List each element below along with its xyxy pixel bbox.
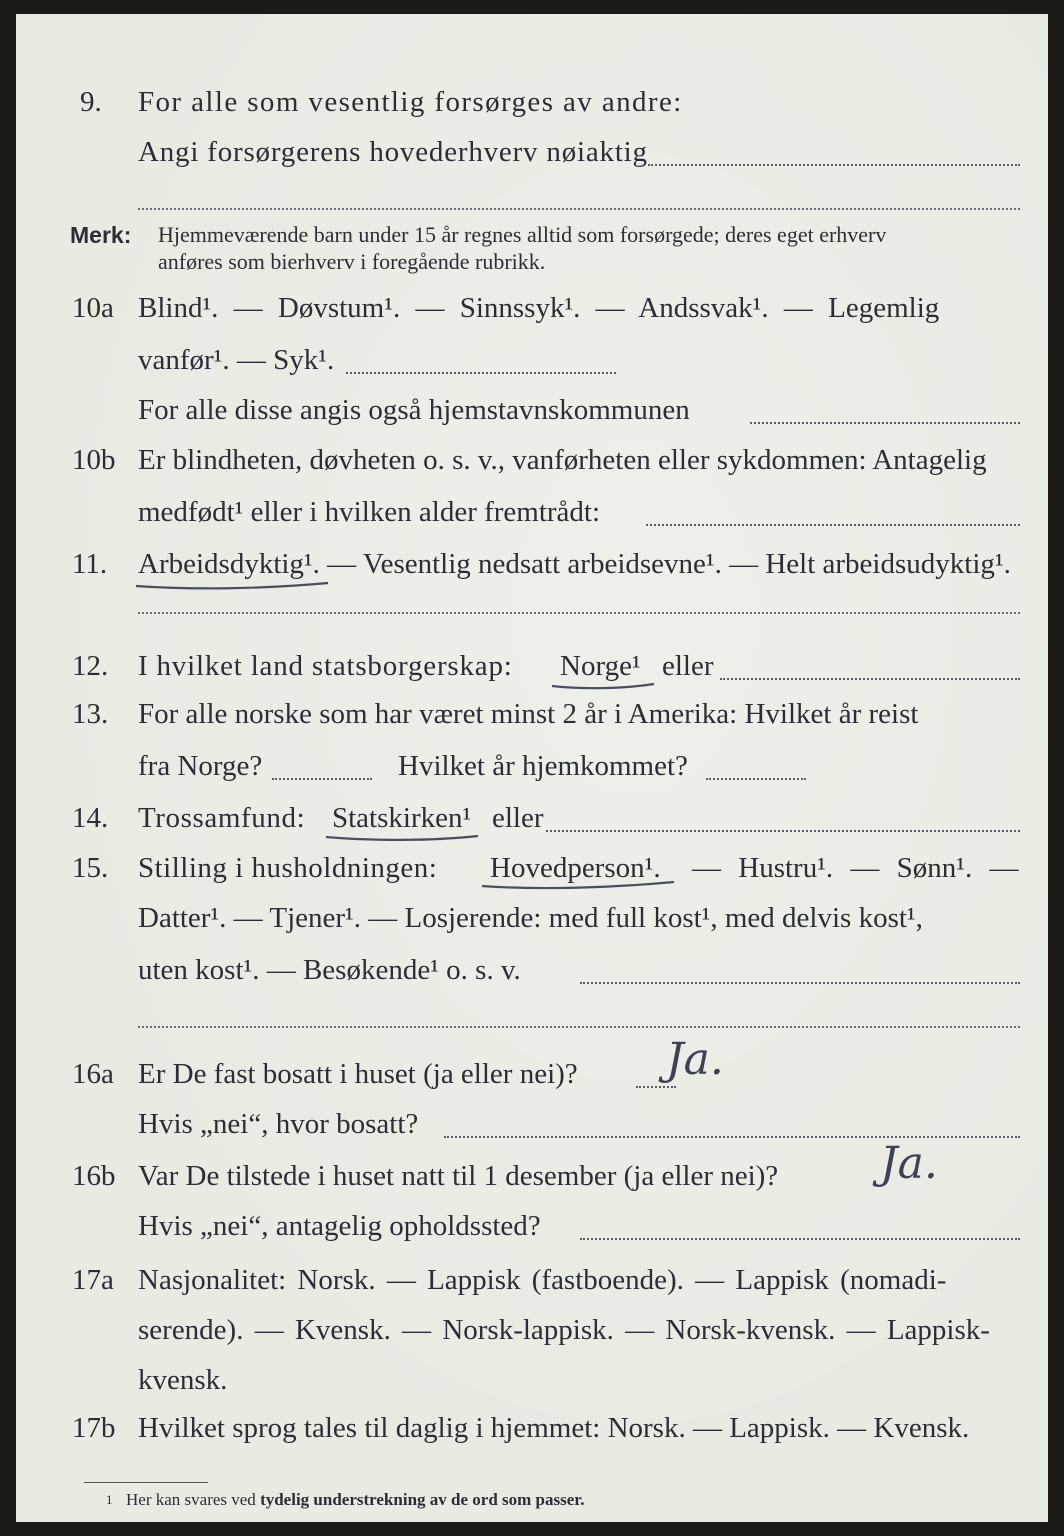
footnote-text-a: Her kan svares ved: [126, 1490, 256, 1509]
q16b-line2: Hvis „nei“, antagelig opholdssted?: [138, 1210, 541, 1242]
q15-line2: Datter¹. — Tjener¹. — Losjerende: med full kost¹, med delvis kost¹,: [138, 902, 923, 934]
q9-answer-field[interactable]: [648, 164, 1020, 166]
q10a-line1: Blind¹. — Døvstum¹. — Sinnssyk¹. — Andssvak¹. — Legemlig: [138, 292, 940, 324]
footnote-text: [126, 1490, 585, 1510]
q11-number: 11.: [72, 548, 108, 580]
q10a-line3: For alle disse angis også hjemstavnskommunen: [138, 394, 690, 426]
q10b-line1: Er blindheten, døvheten o. s. v., vanførheten eller sykdommen: Antagelig: [138, 444, 987, 476]
q15-answer-field-2[interactable]: [138, 1026, 1020, 1028]
q15-option-hovedperson[interactable]: Hovedperson¹.: [490, 852, 661, 884]
q16a-line2: Hvis „nei“, hvor bosatt?: [138, 1108, 419, 1140]
q12-answer-field[interactable]: [720, 678, 1020, 680]
q17a-line2: serende). — Kvensk. — Norsk-lappisk. — Norsk-kvensk. — Lappisk-: [138, 1314, 990, 1346]
q12-option-norge[interactable]: Norge¹: [560, 650, 641, 682]
q11-handwritten-underline: [132, 578, 332, 594]
q12-number: 12.: [72, 650, 109, 682]
q10a-answer-field[interactable]: [346, 372, 616, 374]
q16b-location-field[interactable]: [580, 1238, 1020, 1240]
q17a-number: 17a: [72, 1264, 114, 1296]
q17b-number: 17b: [72, 1412, 116, 1444]
merk-line1: Hjemmeværende barn under 15 år regnes alltid som forsørgede; deres eget erhverv: [158, 222, 887, 247]
q11-line1: Arbeidsdyktig¹. — Vesentlig nedsatt arbeidsevne¹. — Helt arbeidsudyktig¹.: [138, 548, 1011, 580]
q14-suffix: eller: [492, 802, 544, 834]
q16b-handwritten-answer: Ja.: [880, 1138, 938, 1189]
q10b-line2: medfødt¹ eller i hvilken alder fremtrådt:: [138, 496, 601, 528]
q10a-hometown-field[interactable]: [750, 422, 1020, 424]
q13-line2b: Hvilket år hjemkommet?: [398, 750, 688, 782]
footnote-mark: 1: [106, 1492, 113, 1507]
q16a-answer-field[interactable]: [636, 1086, 676, 1088]
q9-line1: For alle som vesentlig forsørges av andre:: [138, 86, 683, 118]
merk-line2: anføres som bierhverv i foregående rubrikk.: [158, 249, 546, 274]
q9-line2: Angi forsørgerens hovederhverv nøiaktig: [138, 136, 648, 168]
q15-suffix: — Hustru¹. — Sønn¹. —: [692, 852, 1019, 884]
q13-line1: For alle norske som har været minst 2 år i Amerika: Hvilket år reist: [138, 698, 919, 730]
q15-line3: uten kost¹. — Besøkende¹ o. s. v.: [138, 954, 521, 986]
q12-prefix: I hvilket land statsborgerskap:: [138, 650, 513, 682]
q17a-line1: Nasjonalitet: Norsk. — Lappisk (fastboende). — Lappisk (nomadi-: [138, 1264, 947, 1296]
q16a-number: 16a: [72, 1058, 114, 1090]
q10a-line2: vanfør¹. — Syk¹.: [138, 344, 335, 376]
q15-prefix: Stilling i husholdningen:: [138, 852, 438, 884]
q15-answer-field[interactable]: [580, 982, 1020, 984]
q17a-line3: kvensk.: [138, 1364, 228, 1396]
q16b-line1: Var De tilstede i huset natt til 1 desember (ja eller nei)?: [138, 1160, 779, 1192]
q10b-answer-field[interactable]: [646, 524, 1020, 526]
q11-answer-field[interactable]: [138, 612, 1020, 614]
census-form-page: [16, 14, 1048, 1522]
q14-option-statskirken[interactable]: Statskirken¹: [332, 802, 472, 834]
q12-suffix: eller: [662, 650, 714, 682]
footnote-separator: [84, 1482, 208, 1483]
q15-number: 15.: [72, 852, 109, 884]
q16b-number: 16b: [72, 1160, 116, 1192]
merk-label: Merk:: [70, 222, 132, 248]
q9-answer-field-2[interactable]: [138, 208, 1020, 210]
footnote-text-b: tydelig understrekning av de ord som passer.: [260, 1490, 585, 1509]
q13-departure-year-field[interactable]: [272, 778, 372, 780]
q10a-number: 10a: [72, 292, 114, 324]
q14-prefix: Trossamfund:: [138, 802, 306, 834]
q16a-line1: Er De fast bosatt i huset (ja eller nei)?: [138, 1058, 578, 1090]
q10b-number: 10b: [72, 444, 116, 476]
q13-line2a: fra Norge?: [138, 750, 263, 782]
q14-number: 14.: [72, 802, 109, 834]
q9-number: 9.: [80, 86, 102, 118]
q13-return-year-field[interactable]: [706, 778, 806, 780]
q14-answer-field[interactable]: [546, 830, 1020, 832]
q17b-line1: Hvilket sprog tales til daglig i hjemmet: Norsk. — Lappisk. — Kvensk.: [138, 1412, 970, 1444]
q13-number: 13.: [72, 698, 109, 730]
q16a-handwritten-answer: Ja.: [666, 1034, 724, 1085]
